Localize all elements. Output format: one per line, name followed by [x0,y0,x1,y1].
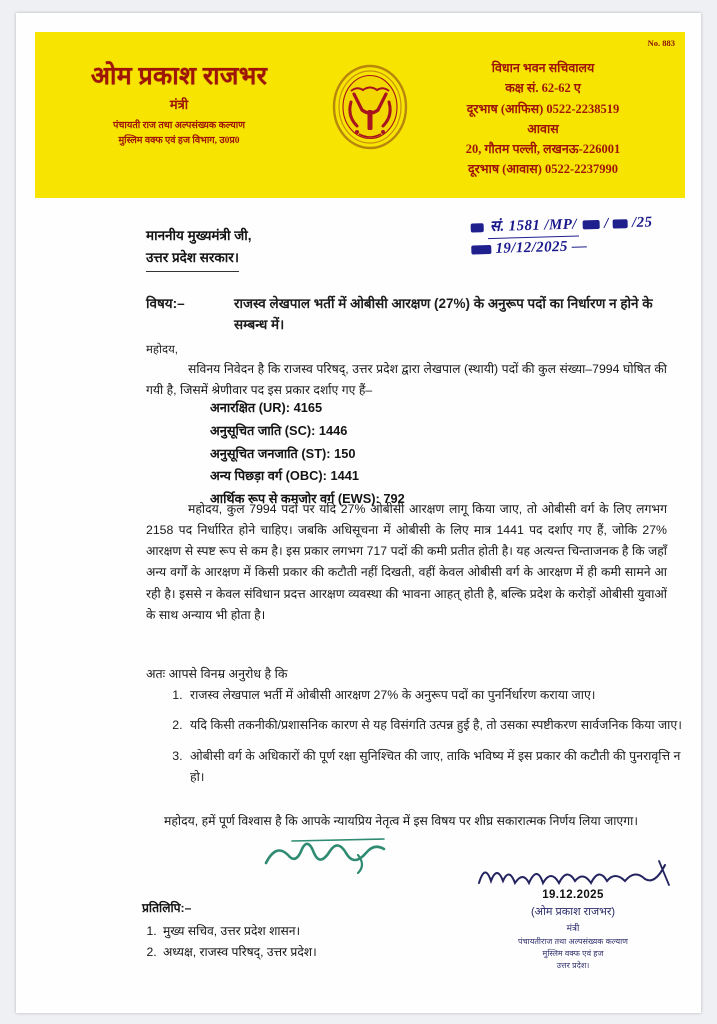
letterhead-banner [35,32,685,198]
minister-department-line1: पंचायती राज तथा अल्पसंख्यक कल्याण [112,121,246,132]
signatory-department-line1: पंचायतीराज तथा अल्पसंख्यक कल्याण [518,937,628,946]
copy-to-item-2: 2. अध्यक्ष, राजस्व परिषद्, उत्तर प्रदेश। [160,942,317,963]
reference-date-value: 19/12/2025 [495,239,569,258]
copy-to-list [142,921,317,964]
category-label-st: अनुसूचित जनजाति (ST): [210,445,331,461]
signatory-department [467,936,679,972]
subject-text: राजस्व लेखपाल भर्ती में ओबीसी आरक्षण (27%) के अनुरूप पदों का निर्धारण न होने के सम्बन्ध में। [234,296,653,332]
request-list [164,685,686,797]
letter-body [16,199,701,1013]
minister-name: ओम प्रकाश राजभर [90,63,268,90]
category-row-sc [210,420,405,443]
category-value-st: 150 [334,445,356,461]
category-value-obc: 1441 [330,468,359,484]
reference-number: सं. 1581 /MP/ [488,215,580,240]
reference-mask-1 [583,220,600,229]
date-label-mark [471,245,491,255]
signatory-department-line2: मुस्लिम वक्फ एवं हज [542,949,604,958]
letterhead-contact-block [407,58,679,180]
category-label-ur: अनारक्षित (UR): [210,400,291,415]
request-item-1: 1. राजस्व लेखपाल भर्ती में ओबीसी आरक्षण 27% के अनुरूप पदों का पुनर्निर्धारण कराया जाए। [186,685,686,706]
signatory-designation: मंत्री [566,923,580,933]
category-label-sc: अनुसूचित जाति (SC): [210,422,316,438]
minister-department-line2: मुस्लिम वक्फ एवं हज विभाग, उ0प्र0 [118,135,240,146]
category-label-obc: अन्य पिछड़ा वर्ग (OBC): [210,468,327,484]
body-paragraph-1-text: सविनय निवेदन है कि राजस्व परिषद्, उत्तर प्रदेश द्वारा लेखपाल (स्थायी) पदों की कुल संख्या–7994 घोषित की गयी है, जिसमें श्रेणीवार पद इस प्रकार दर्शाए गए हैं– [146,362,667,398]
addressee-line-1: माननीय मुख्यमंत्री जी, [146,228,252,243]
reference-mask-2 [613,219,628,228]
minister-designation: मंत्री [169,97,189,113]
letterhead-serial-number: No. 883 [647,38,675,48]
category-label-ews: आर्थिक रूप से कमजोर वर्ग (EWS): [210,491,380,507]
copy-to-item-1: 1. मुख्य सचिव, उत्तर प्रदेश शासन। [160,921,317,942]
contact-line-1: विधान भवन सचिवालय [491,61,595,75]
request-intro: अतः आपसे विनम्र अनुरोध है कि [146,667,288,681]
signatory-name: (ओम प्रकाश राजभर) [530,906,616,918]
addressee-block [146,225,251,272]
signature-date: 19.12.2025 [542,889,604,901]
inline-handwritten-signature [262,833,402,877]
letter-page [16,13,701,1013]
request-item-3: 3. ओबीसी वर्ग के अधिकारों की पूर्ण रक्षा सुनिश्चित की जाए, ताकि भविष्य में इस प्रकार की कटौती की पुनरावृत्ति न हो। [186,746,686,789]
closing-paragraph [146,811,667,832]
signatory-department-line3: उत्तर प्रदेश। [556,961,590,970]
signature-block [467,857,679,972]
contact-line-2: कक्ष सं. 62-62 ए [505,81,581,96]
category-value-ur: 4165 [293,400,323,415]
copy-to-block [142,899,317,964]
addressee-line-2: उत्तर प्रदेश सरकार। [146,247,239,271]
body-paragraph-1 [146,359,667,401]
category-value-ews: 792 [383,491,405,507]
category-row-ur [210,397,405,420]
category-value-sc: 1446 [318,422,348,438]
government-emblem-icon [327,58,413,156]
subject-row [146,294,666,336]
closing-paragraph-text: महोदय, हमें पूर्ण विश्वास है कि आपके न्यायप्रिय नेतृत्व में इस विषय पर शीघ्र सकारात्मक निर्णय लिया जाएगा। [164,814,638,828]
handwritten-reference-block [470,212,653,261]
salutation: महोदय, [146,344,178,356]
reference-suffix: /25 [631,214,653,232]
contact-line-4: आवास [527,121,559,136]
request-item-2: 2. यदि किसी तकनीकी/प्रशासनिक कारण से यह विसंगति उत्पन्न हुई है, तो उसका स्पष्टीकरण सार्वजनिक किया जाए। [186,715,686,736]
signature-scrawl-icon [467,857,679,891]
body-paragraph-2-text: महोदय, कुल 7994 पदों पर यदि 27% ओबीसी आरक्षण लागू किया जाए, तो ओबीसी वर्ग के लिए लगभग 2158 पद निर्धारित होने चाहिए। जबकि अधिसूचना में ओबीसी के लिए मात्र 1441 पद दर्शाए गए हैं, जोकि 27% आरक्षण से स्पष्ट रूप से कम है। इस प्रकार लगभग 717 पदों की कमी प्रतीत होती है। यह अत्यन्त चिन्ताजनक है कि जहाँ अन्य वर्गों के आरक्षण में किसी प्रकार की कटौती नहीं दिखती, वहीं केवल ओबीसी वर्ग के आरक्षण में ही कमी सामने आ रही है। इससे न केवल संविधान प्रदत्त आरक्षण व्यवस्था की भावना आहत् होती है, बल्कि प्रदेश के करोड़ों ओबीसी युवाओं के साथ अन्याय भी होता है। [146,502,667,622]
reference-prefix-mark [471,223,484,232]
category-row-st [210,443,405,466]
contact-line-3: दूरभाष (आफिस) 0522-2238519 [466,101,620,116]
category-row-obc [210,465,405,488]
subject-label: विषय:– [146,296,185,311]
contact-line-6: दूरभाष (आवास) 0522-2237990 [468,162,618,177]
copy-to-title: प्रतिलिपि:– [142,901,192,915]
reference-date-line: 19/12/2025 — [471,235,653,261]
contact-line-5: 20, गौतम पल्ली, लखनऊ-226001 [465,142,621,156]
category-breakdown-list [210,397,405,511]
letterhead-minister-block [43,64,315,148]
minister-department [43,119,315,148]
body-paragraph-2 [146,499,667,626]
reference-number-line: सं. 1581 /MP/ / /25 [470,212,652,239]
